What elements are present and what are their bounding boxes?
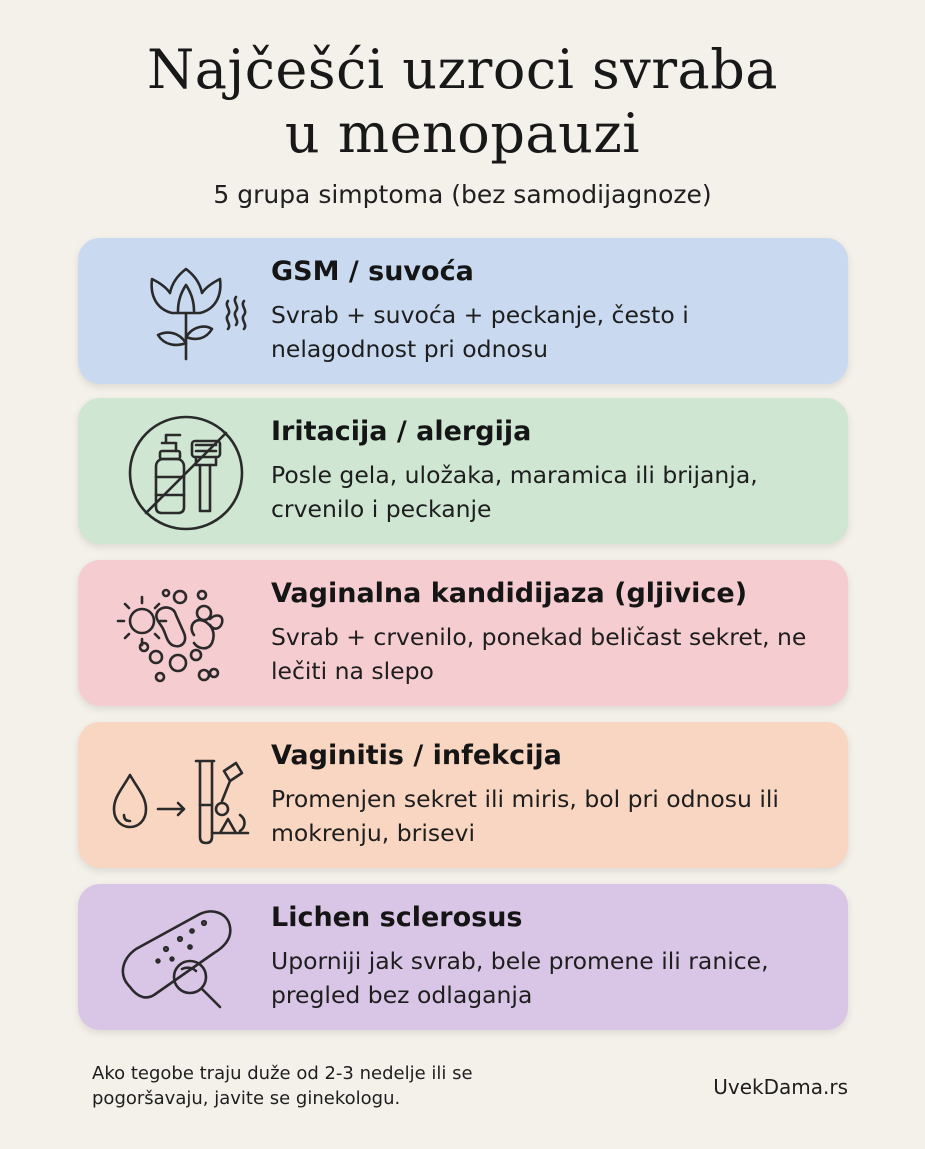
card-description: Svrab + suvoća + peckanje, često i nelagodnost pri odnosu [271,301,689,363]
title-line-1: Najčešći uzroci svraba [147,38,778,101]
card-heading: Vaginitis / infekcija [271,740,562,771]
no-products-icon [100,411,270,531]
fungus-icon [100,573,270,693]
card-description: Promenjen sekret ili miris, bol pri odnosu ili mokrenju, brisevi [271,785,779,847]
footer-note: Ako tegobe traju duže od 2-3 nedelje ili se pogoršavaju, javite se ginekologu. [92,1063,473,1109]
card-irritation [78,398,848,544]
flower-icon [100,251,270,371]
card-heading: Lichen sclerosus [271,902,523,933]
card-heading: Vaginalna kandidijaza (gljivice) [271,578,748,609]
card-gsm [78,238,848,384]
card-description: Posle gela, uložaka, maramica ili brijanja, crvenilo i peckanje [271,461,758,523]
page-title [0,38,925,166]
page-subtitle: 5 grupa simptoma (bez samodijagnoze) [213,180,712,209]
card-candidiasis [78,560,848,706]
card-description: Svrab + crvenilo, ponekad beličast sekret, ne lečiti na slepo [271,623,807,685]
card-vaginitis [78,722,848,868]
card-description: Uporniji jak svrab, bele promene ili ranice, pregled bez odlaganja [271,947,769,1009]
title-line-2: u menopauzi [284,102,641,165]
card-heading: Iritacija / alergija [271,416,532,447]
skin-magnifier-icon [100,897,270,1017]
card-heading: GSM / suvoća [271,256,474,287]
lab-test-icon [100,735,270,855]
brand-link[interactable]: UvekDama.rs [713,1075,848,1099]
card-lichen-sclerosus [78,884,848,1030]
